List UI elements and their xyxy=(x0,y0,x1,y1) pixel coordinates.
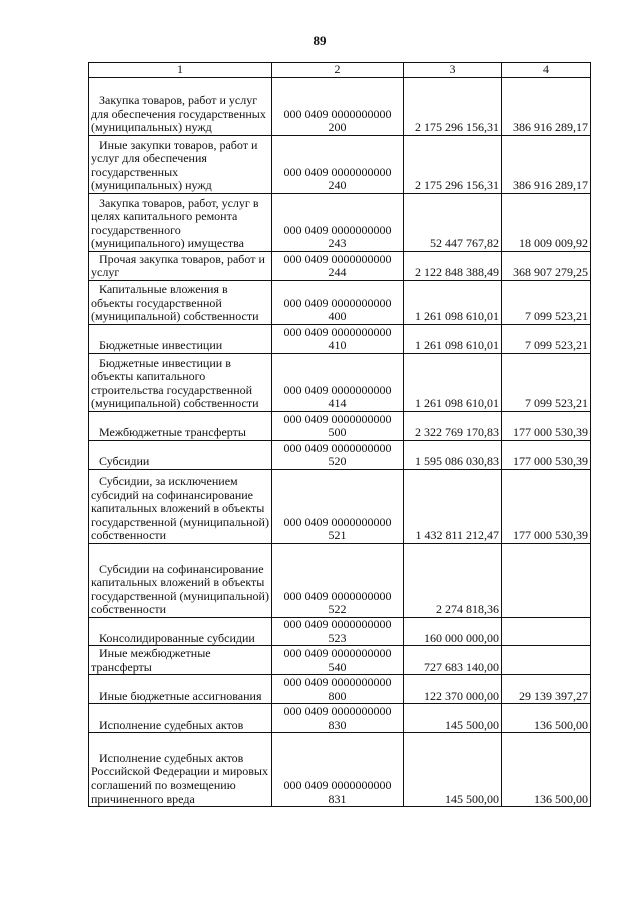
table-row xyxy=(89,78,591,136)
table-row xyxy=(89,470,591,544)
table-row xyxy=(89,441,591,470)
column-header-3: 3 xyxy=(404,63,502,78)
row-budget-code: 000 0409 0000000000 523 xyxy=(272,618,404,646)
table-row xyxy=(89,675,591,704)
row-budget-code: 000 0409 0000000000 540 xyxy=(272,646,404,675)
table-row xyxy=(89,646,591,675)
row-item-name xyxy=(89,675,272,704)
header-row xyxy=(89,63,591,78)
row-item-name-text: Субсидии, за исключением субсидий на софинансирование капитальных вложений в объекты государственной (муниципальной) собственности xyxy=(91,474,269,543)
table-row xyxy=(89,618,591,646)
row-budget-code: 000 0409 0000000000 414 xyxy=(272,354,404,412)
row-item-name-text: Закупка товаров, работ и услуг для обеспечения государственных (муниципальных) нужд xyxy=(91,93,266,135)
row-item-name xyxy=(89,733,272,807)
row-amount-column-3: 1 261 098 610,01 xyxy=(404,325,502,354)
row-item-name xyxy=(89,354,272,412)
table-row xyxy=(89,281,591,325)
row-amount-column-4: 386 916 289,17 xyxy=(502,136,591,194)
row-amount-column-4 xyxy=(502,618,591,646)
row-amount-column-4: 177 000 530,39 xyxy=(502,441,591,470)
row-item-name xyxy=(89,252,272,281)
row-budget-code: 000 0409 0000000000 244 xyxy=(272,252,404,281)
row-item-name-text: Иные бюджетные ассигнования xyxy=(99,688,262,703)
row-item-name xyxy=(89,194,272,252)
row-amount-column-4 xyxy=(502,544,591,618)
row-item-name-text: Закупка товаров, работ, услуг в целях капитального ремонта государственного (муниципального) имущества xyxy=(91,195,259,251)
row-budget-code: 000 0409 0000000000 522 xyxy=(272,544,404,618)
table-row xyxy=(89,194,591,252)
row-budget-code: 000 0409 0000000000 831 xyxy=(272,733,404,807)
budget-table xyxy=(88,62,591,807)
table-row xyxy=(89,252,591,281)
row-amount-column-4: 386 916 289,17 xyxy=(502,78,591,136)
row-amount-column-3: 2 122 848 388,49 xyxy=(404,252,502,281)
row-amount-column-4 xyxy=(502,646,591,675)
row-budget-code: 000 0409 0000000000 500 xyxy=(272,412,404,441)
row-item-name xyxy=(89,441,272,470)
row-amount-column-3: 1 261 098 610,01 xyxy=(404,354,502,412)
row-amount-column-4: 368 907 279,25 xyxy=(502,252,591,281)
row-budget-code: 000 0409 0000000000 243 xyxy=(272,194,404,252)
row-item-name xyxy=(89,412,272,441)
row-item-name-text: Иные закупки товаров, работ и услуг для обеспечения государственных (муниципальных) нужд xyxy=(91,137,258,193)
page-number: 89 xyxy=(313,33,327,48)
row-amount-column-4: 7 099 523,21 xyxy=(502,325,591,354)
row-amount-column-3: 145 500,00 xyxy=(404,733,502,807)
row-item-name-text: Бюджетные инвестиции в объекты капитального строительства государственной (муниципальной) собственности xyxy=(91,355,259,411)
row-item-name-text: Капитальные вложения в объекты государственной (муниципальной) собственности xyxy=(91,282,259,324)
row-item-name-text: Бюджетные инвестиции xyxy=(99,338,223,353)
table-row xyxy=(89,733,591,807)
table-row xyxy=(89,412,591,441)
row-item-name-text: Субсидии на софинансирование капитальных вложений в объекты государственной (муниципальной) собственности xyxy=(91,561,269,617)
row-amount-column-3: 145 500,00 xyxy=(404,704,502,733)
row-amount-column-3: 2 274 818,36 xyxy=(404,544,502,618)
row-item-name xyxy=(89,281,272,325)
row-item-name xyxy=(89,78,272,136)
row-item-name xyxy=(89,325,272,354)
row-item-name xyxy=(89,704,272,733)
row-amount-column-4: 177 000 530,39 xyxy=(502,412,591,441)
table-row xyxy=(89,136,591,194)
row-item-name xyxy=(89,646,272,675)
row-item-name-text: Иные межбюджетные трансферты xyxy=(91,646,211,674)
row-item-name-text: Исполнение судебных актов xyxy=(99,717,244,732)
row-item-name-text: Исполнение судебных актов Российской Федерации и мировых соглашений по возмещению причиненного вреда xyxy=(91,750,268,806)
row-item-name-text: Прочая закупка товаров, работ и услуг xyxy=(91,251,265,280)
row-item-name xyxy=(89,544,272,618)
table-row xyxy=(89,544,591,618)
row-amount-column-3: 2 322 769 170,83 xyxy=(404,412,502,441)
row-item-name-text: Консолидированные субсидии xyxy=(99,630,255,645)
row-amount-column-4: 7 099 523,21 xyxy=(502,354,591,412)
row-amount-column-3: 1 595 086 030,83 xyxy=(404,441,502,470)
row-item-name xyxy=(89,136,272,194)
row-budget-code: 000 0409 0000000000 200 xyxy=(272,78,404,136)
table-body xyxy=(89,63,591,807)
row-budget-code: 000 0409 0000000000 830 xyxy=(272,704,404,733)
row-item-name xyxy=(89,470,272,544)
row-amount-column-3: 52 447 767,82 xyxy=(404,194,502,252)
row-budget-code: 000 0409 0000000000 520 xyxy=(272,441,404,470)
table-row xyxy=(89,704,591,733)
row-amount-column-3: 1 432 811 212,47 xyxy=(404,470,502,544)
row-budget-code: 000 0409 0000000000 400 xyxy=(272,281,404,325)
row-amount-column-4: 7 099 523,21 xyxy=(502,281,591,325)
row-amount-column-4: 136 500,00 xyxy=(502,733,591,807)
row-budget-code: 000 0409 0000000000 240 xyxy=(272,136,404,194)
row-amount-column-3: 2 175 296 156,31 xyxy=(404,78,502,136)
row-amount-column-4: 177 000 530,39 xyxy=(502,470,591,544)
column-header-1: 1 xyxy=(89,63,272,78)
row-budget-code: 000 0409 0000000000 521 xyxy=(272,470,404,544)
row-item-name-text: Межбюджетные трансферты xyxy=(99,425,246,440)
column-header-2: 2 xyxy=(272,63,404,78)
row-item-name-text: Субсидии xyxy=(99,454,150,469)
row-amount-column-4: 29 139 397,27 xyxy=(502,675,591,704)
row-amount-column-3: 160 000 000,00 xyxy=(404,618,502,646)
column-header-4: 4 xyxy=(502,63,591,78)
row-amount-column-3: 727 683 140,00 xyxy=(404,646,502,675)
table-row xyxy=(89,325,591,354)
row-amount-column-3: 2 175 296 156,31 xyxy=(404,136,502,194)
row-item-name xyxy=(89,618,272,646)
row-amount-column-4: 18 009 009,92 xyxy=(502,194,591,252)
row-budget-code: 000 0409 0000000000 800 xyxy=(272,675,404,704)
row-amount-column-4: 136 500,00 xyxy=(502,704,591,733)
row-amount-column-3: 122 370 000,00 xyxy=(404,675,502,704)
row-amount-column-3: 1 261 098 610,01 xyxy=(404,281,502,325)
row-budget-code: 000 0409 0000000000 410 xyxy=(272,325,404,354)
table-row xyxy=(89,354,591,412)
